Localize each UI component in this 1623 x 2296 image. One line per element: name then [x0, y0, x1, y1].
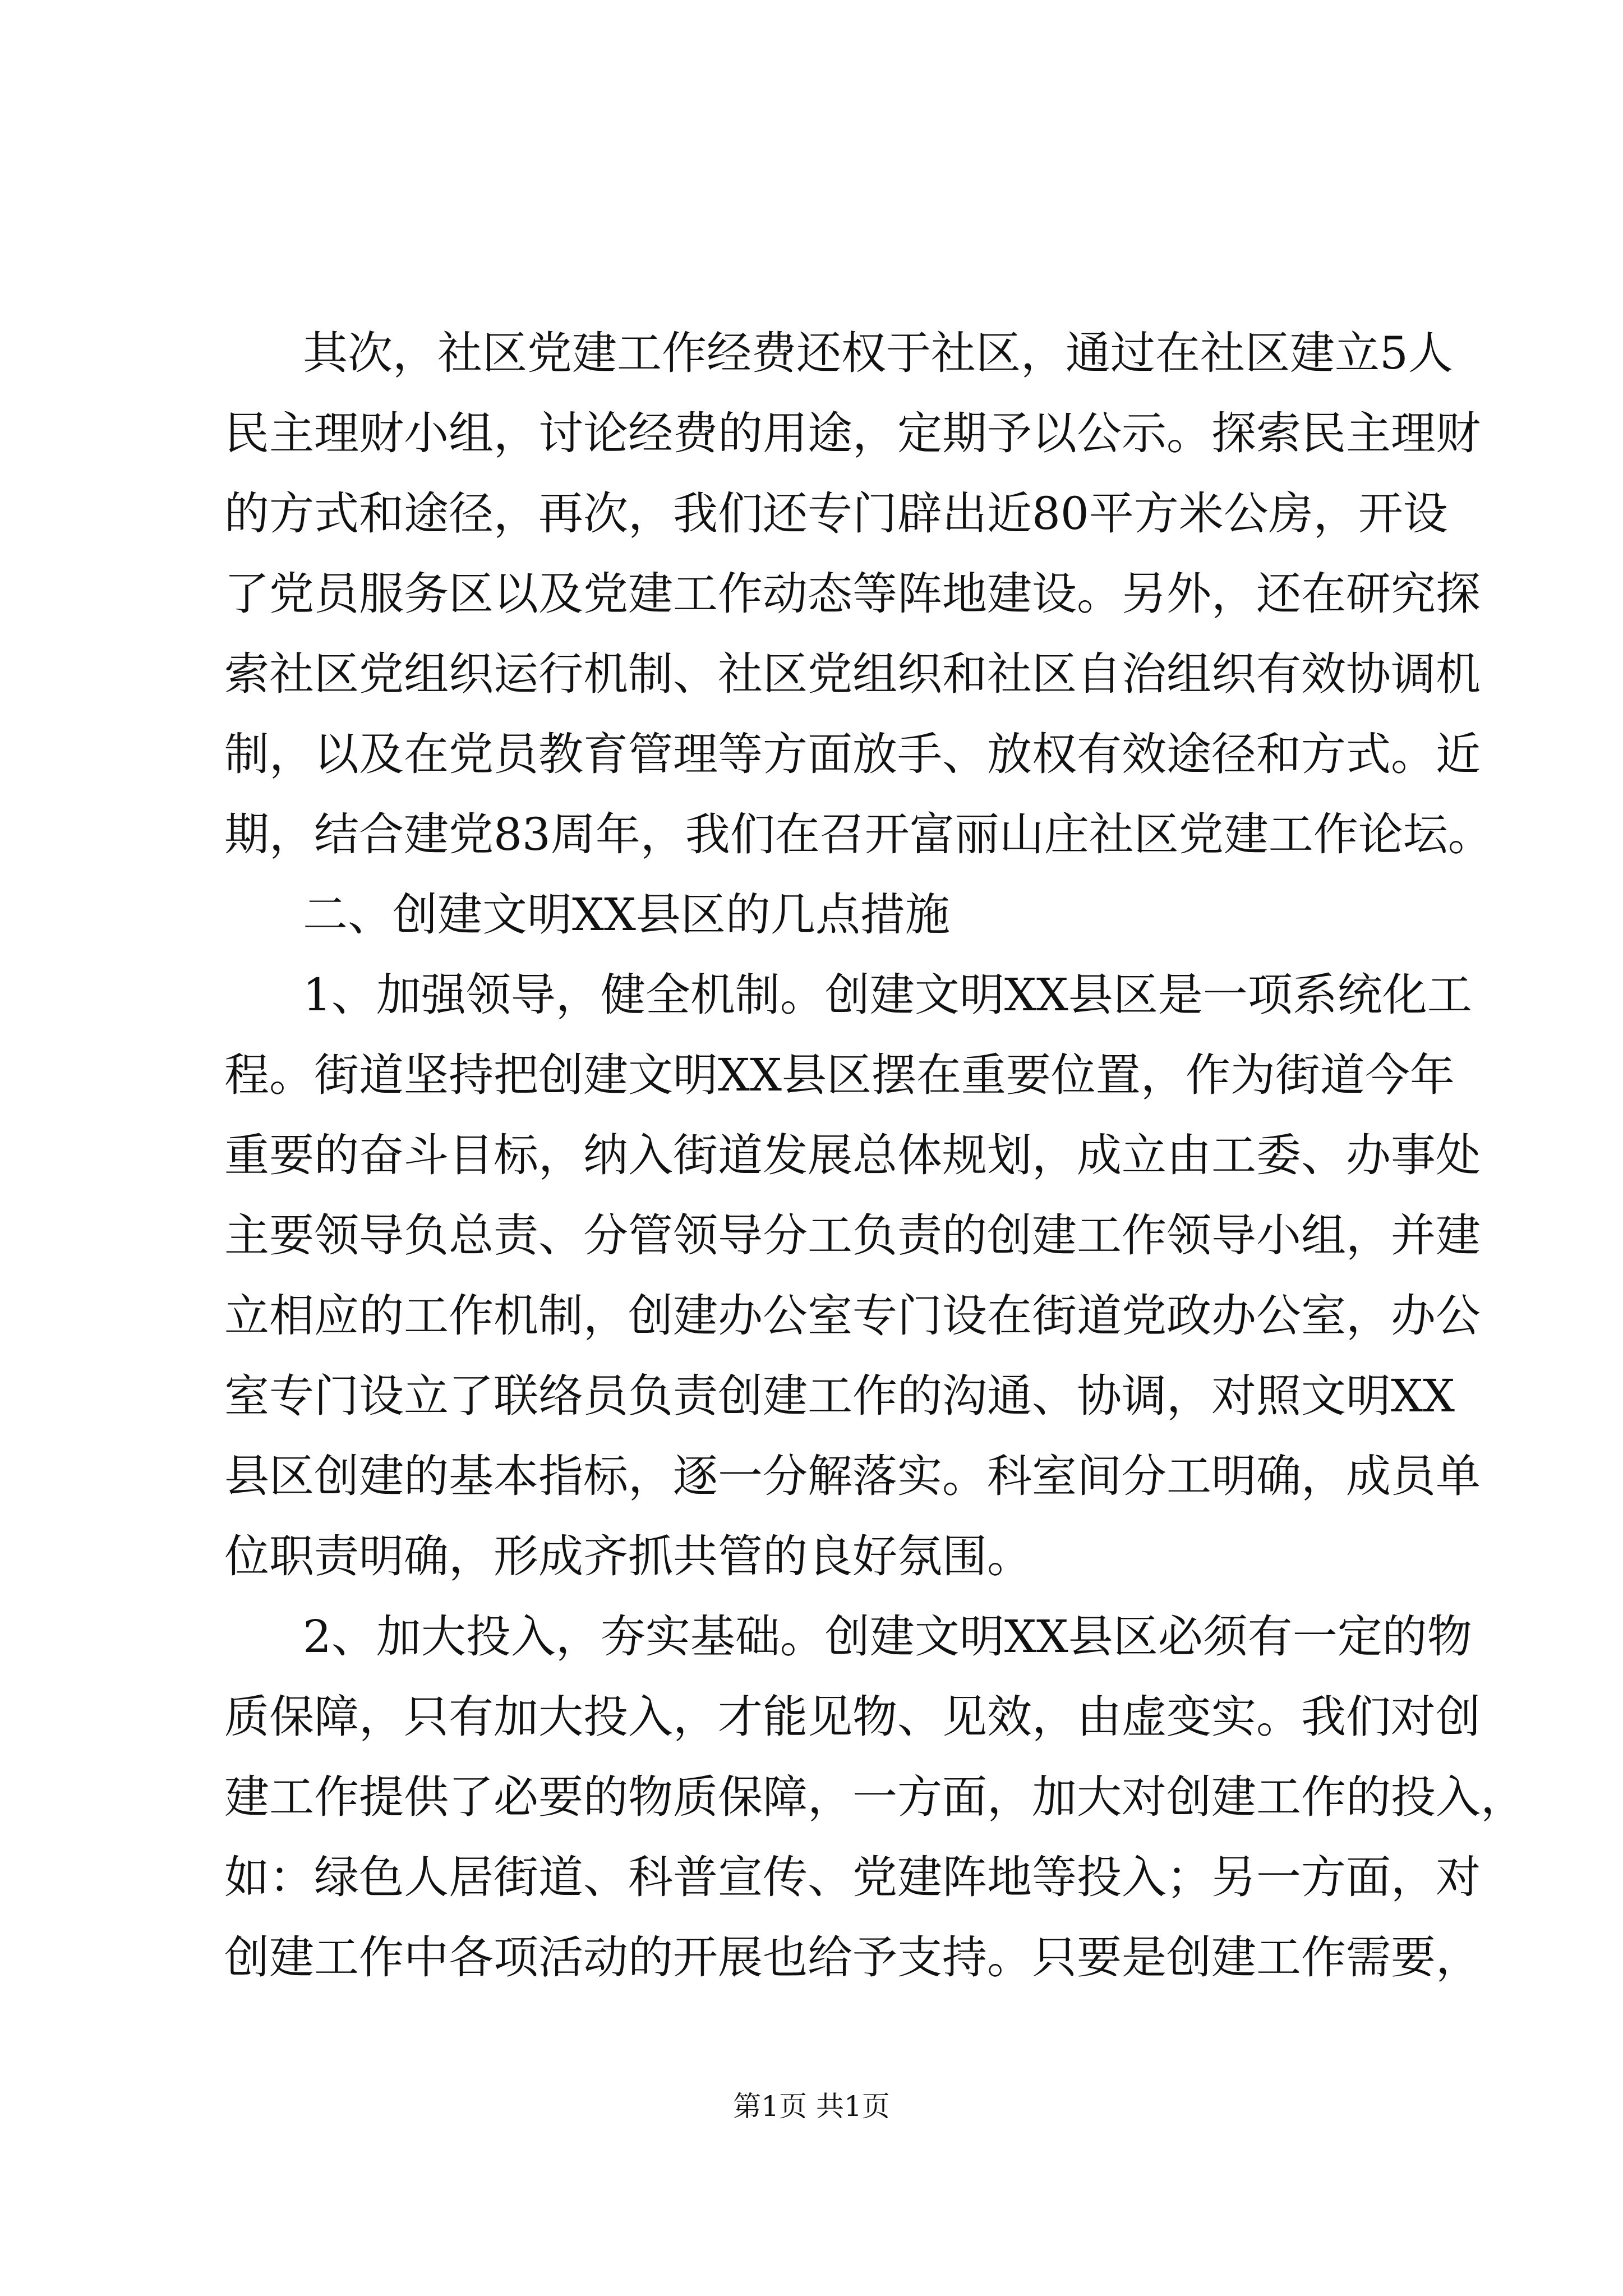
text-line-17: 2、加大投入，夯实基础。创建文明XX县区必须有一定的物: [303, 1611, 1472, 1663]
page-footer: 第1页 共1页: [733, 2090, 890, 2123]
text-line-5: 索社区党组织运行机制、社区党组织和社区自治组织有效协调机: [224, 648, 1481, 700]
text-line-4: 了党员服务区以及党建工作动态等阵地建设。另外，还在研究探: [224, 568, 1481, 620]
text-line-14: 室专门设立了联络员负责创建工作的沟通、协调，对照文明XX: [224, 1370, 1455, 1422]
text-line-13: 立相应的工作机制，创建办公室专门设在街道党政办公室，办公: [224, 1290, 1481, 1342]
text-line-6: 制，以及在党员教育管理等方面放手、放权有效途径和方式。近: [224, 728, 1481, 780]
text-line-16: 位职责明确，形成齐抓共管的良好氛围。: [224, 1530, 1032, 1582]
section-heading: 二、创建文明XX县区的几点措施: [303, 889, 950, 941]
text-line-19: 建工作提供了必要的物质保障，一方面，加大对创建工作的投入，: [224, 1771, 1525, 1823]
text-line-11: 重要的奋斗目标，纳入街道发展总体规划，成立由工委、办事处: [224, 1129, 1481, 1181]
text-line-9: 1、加强领导，健全机制。创建文明XX县区是一项系统化工: [303, 969, 1472, 1021]
text-line-2: 民主理财小组，讨论经费的用途，定期予以公示。探索民主理财: [224, 407, 1481, 459]
text-line-21: 创建工作中各项活动的开展也给予支持。只要是创建工作需要，: [224, 1931, 1481, 1984]
text-line-18: 质保障，只有加大投入，才能见物、见效，由虚变实。我们对创: [224, 1691, 1481, 1743]
text-line-7: 期，结合建党83周年，我们在召开富丽山庄社区党建工作论坛。: [224, 808, 1493, 861]
text-line-15: 县区创建的基本指标，逐一分解落实。科室间分工明确，成员单: [224, 1450, 1481, 1502]
text-line-3: 的方式和途径，再次，我们还专门辟出近80平方米公房，开设: [224, 487, 1448, 540]
text-line-12: 主要领导负总责、分管领导分工负责的创建工作领导小组，并建: [224, 1209, 1481, 1262]
text-line-1: 其次，社区党建工作经费还权于社区，通过在社区建立5人: [303, 327, 1453, 379]
text-line-10: 程。街道坚持把创建文明XX县区摆在重要位置，作为街道今年: [224, 1049, 1455, 1101]
text-line-20: 如：绿色人居街道、科普宣传、党建阵地等投入；另一方面，对: [224, 1851, 1481, 1903]
